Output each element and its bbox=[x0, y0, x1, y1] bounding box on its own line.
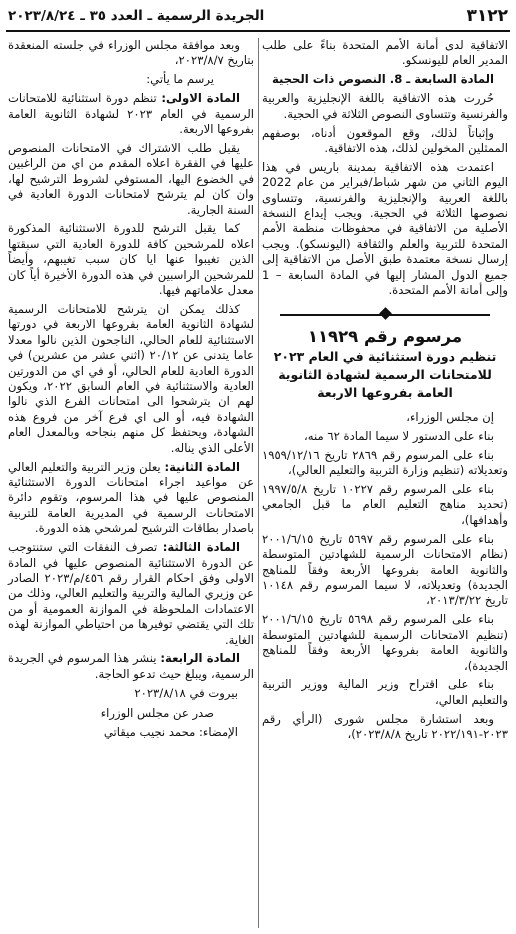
paragraph: بناء على اقتراح وزير المالية ووزير التربية والتعليم العالي، bbox=[262, 677, 508, 707]
paragraph: وبعد استشارة مجلس شورى (الرأي رقم ٢٠٢٣-٢٠٢٢/١٩١ تاريخ ٢٠٢٣/٨/٨)، bbox=[262, 711, 508, 742]
page-number: ٣١٢٢ bbox=[466, 6, 508, 26]
column-separator bbox=[258, 38, 259, 928]
decree-subtitle: تنظيم دورة استثنائية في العام ٢٠٢٣ للامتحانات الرسمية لشهادة الثانوية العامة بفروعها الاربعة bbox=[273, 348, 497, 400]
divider-diamond bbox=[379, 307, 392, 320]
article-2 bbox=[8, 460, 254, 537]
paragraph: بناء على المرسوم رقم ٥٦٩٨ تاريخ ٢٠٠١/٦/١٥ (تنظيم الامتحانات الرسمية للشهادتين المتوسطة والثانوية العامة بفروعها الأربعة وفقاً للمناهج الجديدة)، bbox=[262, 612, 508, 673]
article-3 bbox=[8, 540, 254, 648]
article-4 bbox=[8, 651, 254, 682]
page-header bbox=[6, 4, 510, 30]
article-text: تصرف النفقات التي ستنتوجب عن الدورة الاستثنائية المنصوص عليها في المادة الاولى وفق احكام القرار رقم ٤٥٦/م/٢٠٢٣ الصادر عن وزيري المالية والتربية والتعليم العالي، وذلك من الاعتمادات الملحوظة في الموازنة العمومية أو من تلك التي يقتضي توفيرها من احتياطي الموازنة لهذه الغاية. bbox=[8, 540, 254, 647]
article-heading: المادة الثانية: bbox=[164, 459, 240, 474]
article-heading: المادة الرابعة: bbox=[160, 651, 240, 666]
gazette-title: الجريدة الرسمية ـ العدد ٣٥ ـ ٢٠٢٣/٨/٢٤ bbox=[8, 8, 265, 24]
paragraph: وإثباتاً لذلك، وقع الموقعون أدناه، بوصفهم الممثلين المخولين لذلك، هذه الاتفاقية. bbox=[262, 125, 508, 155]
place-date: بيروت في ٢٠٢٣/٨/١٨ bbox=[134, 686, 238, 701]
paragraph: بناء على المرسوم رقم ١٠٢٢٧ تاريخ ١٩٩٧/٥/٨ (تحديد مناهج التعليم العام ما قبل الجامعي وأهدافها)، bbox=[262, 482, 508, 527]
article-heading: المادة الثالثة: bbox=[162, 540, 240, 555]
decree-preamble: يرسم ما يأتي: bbox=[146, 72, 214, 87]
paragraph: حُررت هذه الاتفاقية باللغة الإنجليزية والعربية والفرنسية وتتساوى النصوص الثلاثة في الحجية. bbox=[262, 91, 508, 121]
article-1 bbox=[8, 91, 254, 137]
article-text: يعلن وزير التربية والتعليم العالي عن مواعيد اجراء امتحانات الدورة الاستثنائية المنصوص عليها في هذا المرسوم، وتقوم دائرة الامتحانات الرسمية في المديرية العامة للتربية باصدار بطاقات الترشيح لمرشحي هذه الدورة. bbox=[8, 459, 254, 536]
paragraph: اعتمدت هذه الاتفاقية بمدينة باريس في هذا اليوم الثاني من شهر شباط/فبراير من عام 2022 باللغة العربية والإنجليزية والفرنسية، وتتساوى نصوصها الثلاثة في الحجية. ويجب إيداع النسخة الأصلية من الاتفاقية في محفوظات منظمة الأمم المتحدة للتربية والعلم والثقافة (اليونسكو). ويجب إرسال نسخة معتمدة طبق الأصل من الاتفاقية إلى جميع الدول المشار إليها في المادة السابعة – 1 وإلى أمانة الأمم المتحدة. bbox=[262, 159, 508, 298]
left-column bbox=[8, 38, 254, 744]
header-rule bbox=[6, 30, 510, 32]
paragraph: الاتفاقية لدى أمانة الأمم المتحدة بناءً على طلب المدير العام لليونسكو. bbox=[262, 38, 508, 68]
article-heading: المادة السابعة ـ 8. النصوص ذات الحجية bbox=[271, 72, 494, 87]
decree-title: مرسوم رقم ١١٩٢٩ bbox=[307, 326, 463, 346]
issued-by: صدر عن مجلس الوزراء bbox=[100, 705, 214, 720]
paragraph: كذلك يمكن ان يترشح للامتحانات الرسمية لشهادة الثانوية العامة بفروعها الاربعة في دورتها الاستثنائية للعام الحالي، الناجحون الذين نالوا معدلا عاما يتدنى عن ٢٠/١٢ (اثني عشر من عشرين) في الدورة العادية للعام الحالي، أو في اي من الدورتين العادية والاستثنائية في العام السابق ٢٠٢٢، ويكون لهم ان يترشحوا الى امتحانات الفرع الذي نالوا الشهادة فيه، أو الى اي فرع آخر من فروع هذه الشهادة، ويحتفظ كل منهم بنجاحه وبالمعدل العام الأعلى الذي يناله. bbox=[8, 302, 254, 455]
paragraph: وبعد موافقة مجلس الوزراء في جلسته المنعقدة بتاريخ ٢٠٢٣/٨/٧، bbox=[8, 38, 254, 68]
paragraph: يقبل طلب الاشتراك في الامتحانات المنصوص عليها في الفقرة اعلاه المقدم من اي من الراغبين في الخضوع اليها، المستوفي لشروط الترشيح لها، وان كان لم يترشح لامتحانات الدورة العادية في السنة الجارية. bbox=[8, 140, 254, 217]
paragraph: بناء على المرسوم رقم ٢٨٦٩ تاريخ ١٩٥٩/١٢/١٦ وتعديلاته (تنظيم وزارة التربية والتعليم العالي)، bbox=[262, 447, 508, 478]
section-divider bbox=[262, 307, 508, 323]
paragraph: بناء على المرسوم رقم ٥٦٩٧ تاريخ ٢٠٠١/٦/١٥ (نظام الامتحانات الرسمية للشهادتين المتوسطة والثانوية العامة بفروعها الأربعة وفقاً للمناهج الجديدة) وتعديلاته، لا سيما المرسوم رقم ١٠١٤٨ تاريخ ٢٠١٣/٣/٢٢، bbox=[262, 531, 508, 608]
paragraph: كما يقبل الترشح للدورة الاستثنائية المذكورة اعلاه للمرشحين كافة للدورة العادية التي سبقتها الذين تغيبوا عنها ايا كان سبب تغيبهم، وأيضاً للمرشحين الراسبين في هذه الدورة الأخيرة أياً كان معدل علاماتهم فيها. bbox=[8, 221, 254, 298]
article-heading: المادة الاولى: bbox=[161, 91, 240, 106]
signature-line: الإمضاء: محمد نجيب ميقاتي bbox=[103, 725, 238, 740]
right-column bbox=[262, 38, 508, 746]
article-text: تنظم دورة استثنائية للامتحانات الرسمية في العام ٢٠٢٣ لشهادة الثانوية العامة بفروعها الاربعة. bbox=[8, 91, 254, 137]
paragraph: إن مجلس الوزراء، bbox=[406, 409, 494, 424]
paragraph: بناء على الدستور لا سيما المادة ٦٢ منه، bbox=[304, 428, 494, 443]
article-text: ينشر هذا المرسوم في الجريدة الرسمية، ويبلغ حيث تدعو الحاجة. bbox=[8, 651, 254, 681]
